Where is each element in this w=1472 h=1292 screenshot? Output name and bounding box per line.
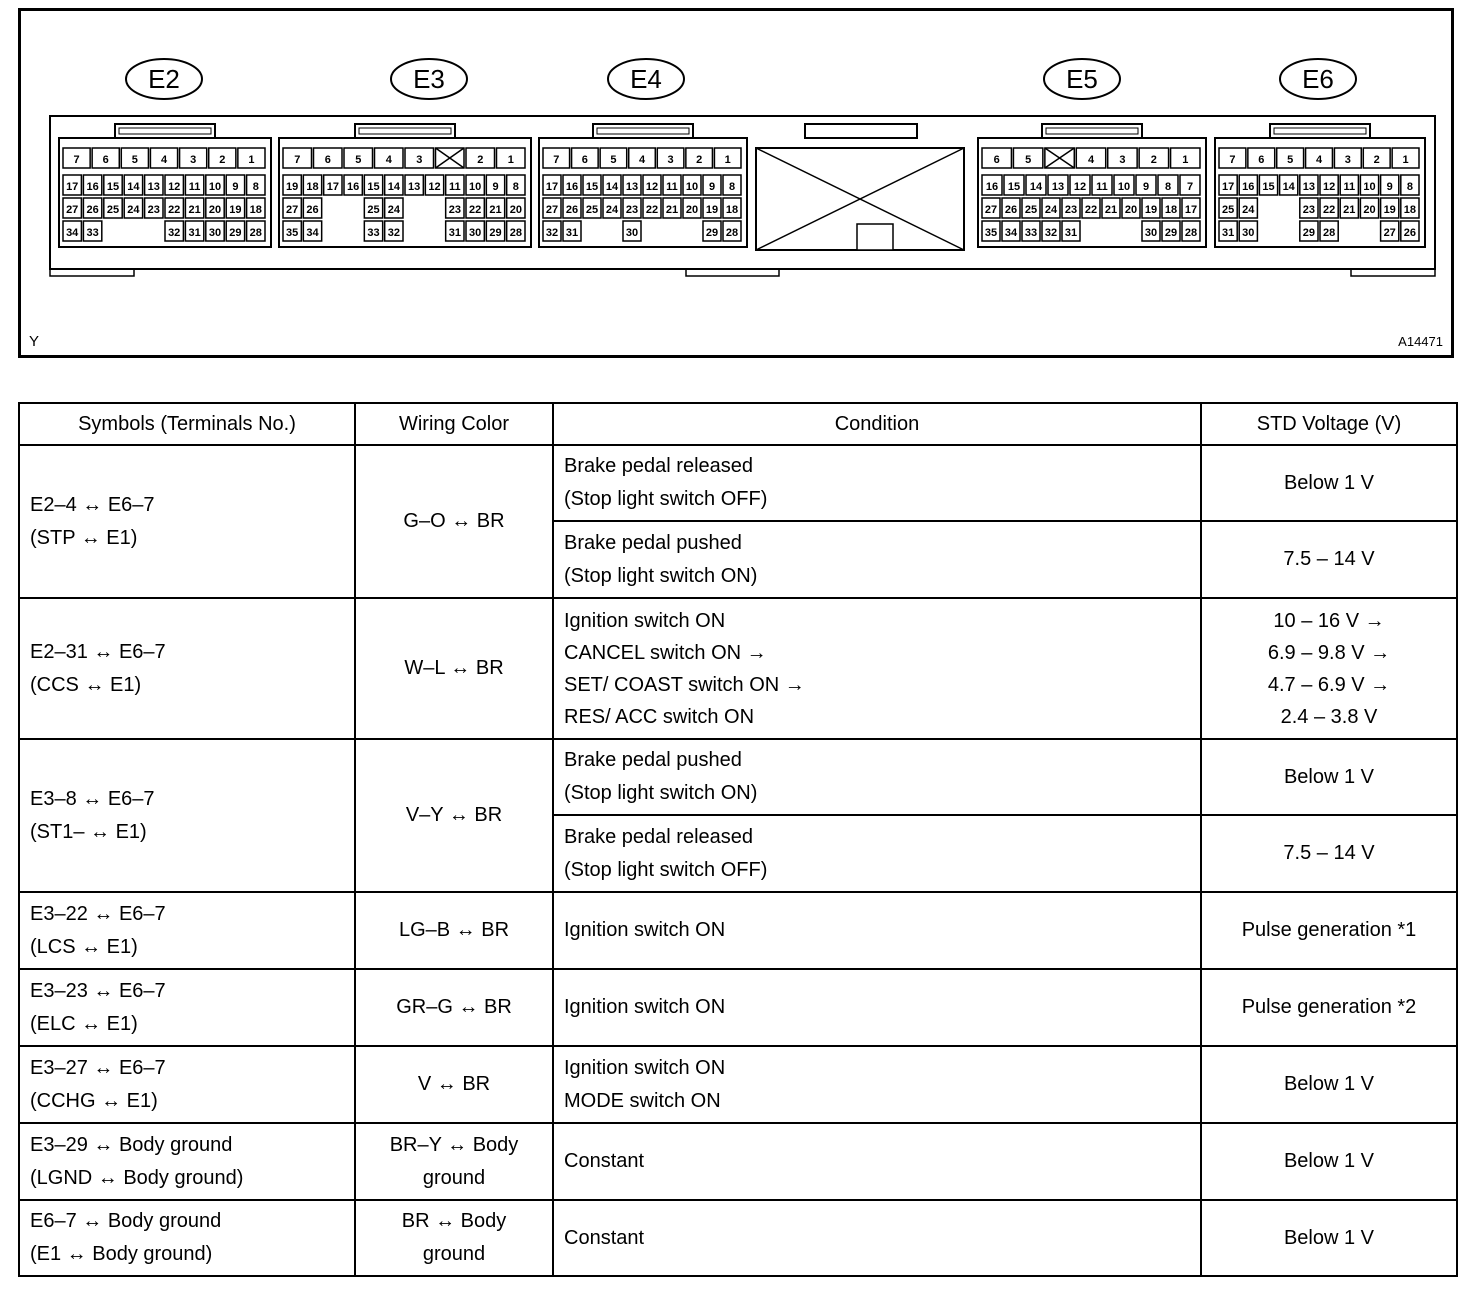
pin-number: 6 bbox=[324, 154, 331, 166]
pin-number: 28 bbox=[1184, 227, 1198, 239]
pin-number: 12 bbox=[428, 181, 441, 193]
pin-number: 22 bbox=[469, 204, 482, 216]
table-row bbox=[19, 892, 1457, 969]
pin-number: 21 bbox=[1104, 204, 1118, 216]
pin-number: 7 bbox=[1186, 181, 1194, 193]
pin-number: 2 bbox=[1150, 154, 1157, 166]
pin-number: 30 bbox=[1242, 227, 1255, 239]
pin-number: 8 bbox=[252, 181, 259, 193]
pin-number: 34 bbox=[1004, 227, 1018, 239]
pin-number: 14 bbox=[1029, 181, 1043, 193]
pin-number: 31 bbox=[1064, 227, 1078, 239]
pin-number: 9 bbox=[708, 181, 716, 193]
pin-number: 13 bbox=[1302, 181, 1316, 193]
pin-number: 23 bbox=[625, 204, 639, 216]
pin-number: 16 bbox=[86, 181, 99, 193]
pin-number: 7 bbox=[294, 154, 301, 166]
pin-number: 27 bbox=[984, 204, 998, 216]
pin-number: 2 bbox=[696, 154, 703, 166]
symbol-cell: E3–27 ↔ E6–7 (CCHG ↔ E1) bbox=[19, 1046, 355, 1123]
center-key bbox=[857, 224, 893, 250]
pin-number: 28 bbox=[725, 227, 739, 239]
wiring-cell: V–Y ↔ BR bbox=[355, 739, 553, 892]
pin-number: 15 bbox=[106, 181, 120, 193]
pin-number: 1 bbox=[1182, 154, 1189, 166]
condition-cell: Constant bbox=[553, 1200, 1201, 1276]
pin-number: 5 bbox=[1025, 154, 1032, 166]
pin-number: 8 bbox=[1406, 181, 1413, 193]
pin-number: 12 bbox=[1322, 181, 1336, 193]
symbol-cell: E3–22 ↔ E6–7 (LCS ↔ E1) bbox=[19, 892, 355, 969]
pin-number: 26 bbox=[306, 204, 319, 216]
pin-number: 6 bbox=[993, 154, 1000, 166]
pin-number: 16 bbox=[1242, 181, 1255, 193]
table-header-row bbox=[19, 403, 1457, 445]
pin-number: 8 bbox=[512, 181, 519, 193]
pin-number: 26 bbox=[1403, 227, 1417, 239]
pin-number: 5 bbox=[131, 154, 138, 166]
pin-number: 17 bbox=[1221, 181, 1235, 193]
pin-number: 35 bbox=[984, 227, 998, 239]
pin-number: 20 bbox=[1124, 204, 1138, 216]
pin-number: 34 bbox=[66, 227, 79, 239]
header-wiring-color: Wiring Color bbox=[355, 403, 553, 445]
voltage-cell: Below 1 V bbox=[1201, 445, 1457, 521]
pin-number: 20 bbox=[1363, 204, 1376, 216]
table-row bbox=[19, 739, 1457, 815]
pin-number: 15 bbox=[367, 181, 380, 193]
pin-number: 9 bbox=[1386, 181, 1393, 193]
pin-number: 32 bbox=[168, 227, 181, 239]
pin-number: 21 bbox=[665, 204, 679, 216]
pin-number: 17 bbox=[326, 181, 339, 193]
pin-number: 33 bbox=[367, 227, 380, 239]
pin-number: 28 bbox=[509, 227, 522, 239]
pin-number: 23 bbox=[448, 204, 461, 216]
pin-number: 26 bbox=[565, 204, 579, 216]
pin-number: 14 bbox=[387, 181, 400, 193]
wiring-cell: LG–B ↔ BR bbox=[355, 892, 553, 969]
pin-number: 24 bbox=[605, 204, 619, 216]
voltage-cell: Below 1 V bbox=[1201, 1123, 1457, 1200]
pin-number: 14 bbox=[1282, 181, 1295, 193]
pin-number: 31 bbox=[1221, 227, 1235, 239]
connector-diagram-svg bbox=[21, 11, 1451, 355]
pin-number: 10 bbox=[1117, 181, 1131, 193]
header-symbols: Symbols (Terminals No.) bbox=[19, 403, 355, 445]
voltage-cell: Below 1 V bbox=[1201, 1200, 1457, 1276]
diagram-corner-label: Y bbox=[29, 333, 40, 350]
pin-number: 34 bbox=[306, 227, 319, 239]
connector-diagram bbox=[18, 8, 1454, 358]
pin-number: 14 bbox=[605, 181, 619, 193]
pin-number: 3 bbox=[667, 154, 674, 166]
center-latch bbox=[805, 124, 917, 138]
connector-latch bbox=[1270, 124, 1370, 138]
pin-number: 4 bbox=[385, 154, 392, 166]
connector-latch bbox=[1042, 124, 1142, 138]
pin-number: 8 bbox=[1164, 181, 1172, 193]
body-tab bbox=[50, 269, 134, 276]
pin-number: 29 bbox=[489, 227, 502, 239]
pin-number: 19 bbox=[286, 181, 299, 193]
condition-cell: Ignition switch ON CANCEL switch ON → SET/ COAST switch ON → RES/ ACC switch ON bbox=[553, 598, 1201, 739]
pin-number: 30 bbox=[1144, 227, 1158, 239]
pin-number: 4 bbox=[160, 154, 168, 166]
pin-number: 24 bbox=[127, 204, 140, 216]
condition-cell: Brake pedal released (Stop light switch OFF) bbox=[553, 815, 1201, 892]
pin-number: 5 bbox=[355, 154, 362, 166]
table-row bbox=[19, 1123, 1457, 1200]
table-row bbox=[19, 598, 1457, 739]
condition-cell: Constant bbox=[553, 1123, 1201, 1200]
pin-number: 17 bbox=[66, 181, 79, 193]
voltage-cell: Pulse generation *2 bbox=[1201, 969, 1457, 1046]
connector-latch-inner bbox=[359, 128, 451, 134]
connector-label: E3 bbox=[413, 64, 445, 94]
pin-number: 13 bbox=[147, 181, 160, 193]
pin-number: 12 bbox=[168, 181, 181, 193]
pin-number: 15 bbox=[1262, 181, 1275, 193]
pin-number: 11 bbox=[1096, 181, 1108, 193]
pin-number: 16 bbox=[985, 181, 999, 193]
pin-number: 30 bbox=[208, 227, 222, 239]
pin-number: 7 bbox=[73, 154, 80, 166]
figure-id: A14471 bbox=[1398, 334, 1443, 349]
pin-number: 28 bbox=[249, 227, 262, 239]
condition-cell: Ignition switch ON MODE switch ON bbox=[553, 1046, 1201, 1123]
pin-number: 20 bbox=[208, 204, 222, 216]
pin-number: 25 bbox=[1024, 204, 1038, 216]
pin-number: 17 bbox=[545, 181, 559, 193]
pin-number: 5 bbox=[1287, 154, 1294, 166]
pin-number: 29 bbox=[705, 227, 719, 239]
table-row bbox=[19, 969, 1457, 1046]
pin-number: 26 bbox=[86, 204, 99, 216]
condition-cell: Brake pedal pushed (Stop light switch ON) bbox=[553, 521, 1201, 598]
pin-number: 30 bbox=[469, 227, 482, 239]
pin-number: 24 bbox=[387, 204, 400, 216]
pin-number: 15 bbox=[1007, 181, 1021, 193]
table-row bbox=[19, 445, 1457, 521]
connector-latch-inner bbox=[1046, 128, 1138, 134]
connector-latch bbox=[355, 124, 455, 138]
pin-number: 31 bbox=[188, 227, 201, 239]
pin-number: 30 bbox=[625, 227, 639, 239]
pin-number: 35 bbox=[286, 227, 299, 239]
pin-number: 2 bbox=[477, 154, 484, 166]
pin-number: 7 bbox=[553, 154, 560, 166]
connector-latch-inner bbox=[1274, 128, 1366, 134]
wiring-cell: BR ↔ Body ground bbox=[355, 1200, 553, 1276]
connector-latch bbox=[593, 124, 693, 138]
pin-number: 1 bbox=[724, 154, 731, 166]
pin-number: 9 bbox=[232, 181, 239, 193]
pin-number: 4 bbox=[1087, 154, 1095, 166]
pin-number: 10 bbox=[208, 181, 222, 193]
wiring-cell: G–O ↔ BR bbox=[355, 445, 553, 598]
symbol-cell: E3–29 ↔ Body ground (LGND ↔ Body ground) bbox=[19, 1123, 355, 1200]
pin-number: 18 bbox=[249, 204, 262, 216]
pin-number: 29 bbox=[1164, 227, 1178, 239]
pin-number: 2 bbox=[1373, 154, 1380, 166]
pin-number: 19 bbox=[1383, 204, 1396, 216]
wiring-cell: BR–Y ↔ Body ground bbox=[355, 1123, 553, 1200]
voltage-cell: Below 1 V bbox=[1201, 1046, 1457, 1123]
connector-label: E4 bbox=[630, 64, 662, 94]
connector-label: E2 bbox=[148, 64, 180, 94]
pin-number: 17 bbox=[1184, 204, 1198, 216]
pin-number: 5 bbox=[610, 154, 617, 166]
pin-number: 9 bbox=[492, 181, 499, 193]
pin-number: 10 bbox=[469, 181, 482, 193]
pin-number: 1 bbox=[248, 154, 255, 166]
voltage-spec-table bbox=[18, 402, 1458, 1277]
pin-number: 28 bbox=[1322, 227, 1336, 239]
pin-number: 18 bbox=[306, 181, 319, 193]
pin-number: 6 bbox=[1258, 154, 1265, 166]
pin-number: 23 bbox=[1302, 204, 1316, 216]
pin-number: 21 bbox=[489, 204, 502, 216]
symbol-cell: E2–31 ↔ E6–7 (CCS ↔ E1) bbox=[19, 598, 355, 739]
pin-number: 33 bbox=[1024, 227, 1038, 239]
pin-number: 3 bbox=[1344, 154, 1351, 166]
body-tab bbox=[686, 269, 779, 276]
pin-number: 19 bbox=[229, 204, 242, 216]
pin-number: 18 bbox=[1164, 204, 1178, 216]
pin-number: 7 bbox=[1229, 154, 1236, 166]
table-row bbox=[19, 1046, 1457, 1123]
pin-number: 13 bbox=[625, 181, 639, 193]
pin-number: 21 bbox=[1343, 204, 1356, 216]
pin-number: 22 bbox=[645, 204, 659, 216]
pin-number: 29 bbox=[229, 227, 242, 239]
wiring-cell: V ↔ BR bbox=[355, 1046, 553, 1123]
pin-number: 19 bbox=[705, 204, 719, 216]
pin-number: 22 bbox=[1084, 204, 1098, 216]
pin-number: 12 bbox=[1073, 181, 1087, 193]
pin-number: 13 bbox=[1051, 181, 1065, 193]
body-tab bbox=[1351, 269, 1435, 276]
pin-number: 25 bbox=[106, 204, 120, 216]
voltage-cell: Pulse generation *1 bbox=[1201, 892, 1457, 969]
pin-number: 9 bbox=[1142, 181, 1150, 193]
pin-number: 18 bbox=[1403, 204, 1417, 216]
symbol-cell: E6–7 ↔ Body ground (E1 ↔ Body ground) bbox=[19, 1200, 355, 1276]
pin-number: 32 bbox=[545, 227, 559, 239]
pin-number: 33 bbox=[86, 227, 99, 239]
pin-number: 27 bbox=[66, 204, 79, 216]
pin-number: 11 bbox=[449, 181, 461, 193]
pin-number: 3 bbox=[416, 154, 423, 166]
pin-number: 16 bbox=[565, 181, 579, 193]
connector-latch-inner bbox=[597, 128, 689, 134]
connector-label: E5 bbox=[1066, 64, 1098, 94]
table-row bbox=[19, 1200, 1457, 1276]
pin-number: 2 bbox=[219, 154, 226, 166]
pin-number: 11 bbox=[1343, 181, 1356, 193]
pin-number: 6 bbox=[581, 154, 588, 166]
pin-number: 24 bbox=[1242, 204, 1255, 216]
pin-number: 1 bbox=[1402, 154, 1409, 166]
wiring-cell: GR–G ↔ BR bbox=[355, 969, 553, 1046]
pin-number: 31 bbox=[565, 227, 579, 239]
pin-number: 18 bbox=[725, 204, 739, 216]
pin-number: 32 bbox=[1044, 227, 1058, 239]
condition-cell: Brake pedal released (Stop light switch OFF) bbox=[553, 445, 1201, 521]
symbol-cell: E3–8 ↔ E6–7 (ST1– ↔ E1) bbox=[19, 739, 355, 892]
pin-number: 22 bbox=[168, 204, 181, 216]
pin-number: 26 bbox=[1004, 204, 1018, 216]
pin-number: 16 bbox=[347, 181, 360, 193]
header-condition: Condition bbox=[553, 403, 1201, 445]
pin-number: 11 bbox=[188, 181, 201, 193]
condition-cell: Brake pedal pushed (Stop light switch ON) bbox=[553, 739, 1201, 815]
pin-number: 31 bbox=[448, 227, 461, 239]
pin-number: 8 bbox=[728, 181, 736, 193]
pin-number: 20 bbox=[685, 204, 699, 216]
pin-number: 4 bbox=[1315, 154, 1323, 166]
voltage-cell: 10 – 16 V → 6.9 – 9.8 V → 4.7 – 6.9 V → 2.4 – 3.8 V bbox=[1201, 598, 1457, 739]
condition-cell: Ignition switch ON bbox=[553, 969, 1201, 1046]
wiring-cell: W–L ↔ BR bbox=[355, 598, 553, 739]
pin-number: 21 bbox=[188, 204, 201, 216]
pin-number: 13 bbox=[408, 181, 421, 193]
pin-number: 23 bbox=[147, 204, 160, 216]
pin-number: 25 bbox=[1221, 204, 1235, 216]
connector-latch bbox=[115, 124, 215, 138]
voltage-cell: 7.5 – 14 V bbox=[1201, 521, 1457, 598]
pin-number: 10 bbox=[685, 181, 699, 193]
pin-number: 22 bbox=[1322, 204, 1336, 216]
pin-number: 27 bbox=[286, 204, 299, 216]
pin-number: 1 bbox=[507, 154, 514, 166]
pin-number: 15 bbox=[585, 181, 599, 193]
symbol-cell: E2–4 ↔ E6–7 (STP ↔ E1) bbox=[19, 445, 355, 598]
connector-label: E6 bbox=[1302, 64, 1334, 94]
pin-number: 4 bbox=[638, 154, 646, 166]
pin-number: 14 bbox=[127, 181, 140, 193]
voltage-cell: 7.5 – 14 V bbox=[1201, 815, 1457, 892]
pin-number: 10 bbox=[1363, 181, 1376, 193]
connector-latch-inner bbox=[119, 128, 211, 134]
pin-number: 6 bbox=[102, 154, 109, 166]
header-std-voltage: STD Voltage (V) bbox=[1201, 403, 1457, 445]
pin-number: 3 bbox=[190, 154, 197, 166]
pin-number: 11 bbox=[666, 181, 678, 193]
voltage-cell: Below 1 V bbox=[1201, 739, 1457, 815]
pin-number: 19 bbox=[1144, 204, 1158, 216]
pin-number: 25 bbox=[367, 204, 380, 216]
pin-number: 20 bbox=[509, 204, 522, 216]
pin-number: 27 bbox=[545, 204, 559, 216]
condition-cell: Ignition switch ON bbox=[553, 892, 1201, 969]
pin-number: 25 bbox=[585, 204, 599, 216]
pin-number: 12 bbox=[645, 181, 659, 193]
pin-number: 32 bbox=[387, 227, 400, 239]
pin-number: 27 bbox=[1383, 227, 1396, 239]
symbol-cell: E3–23 ↔ E6–7 (ELC ↔ E1) bbox=[19, 969, 355, 1046]
pin-number: 24 bbox=[1044, 204, 1058, 216]
pin-number: 23 bbox=[1064, 204, 1078, 216]
pin-number: 29 bbox=[1302, 227, 1316, 239]
pin-number: 3 bbox=[1119, 154, 1126, 166]
